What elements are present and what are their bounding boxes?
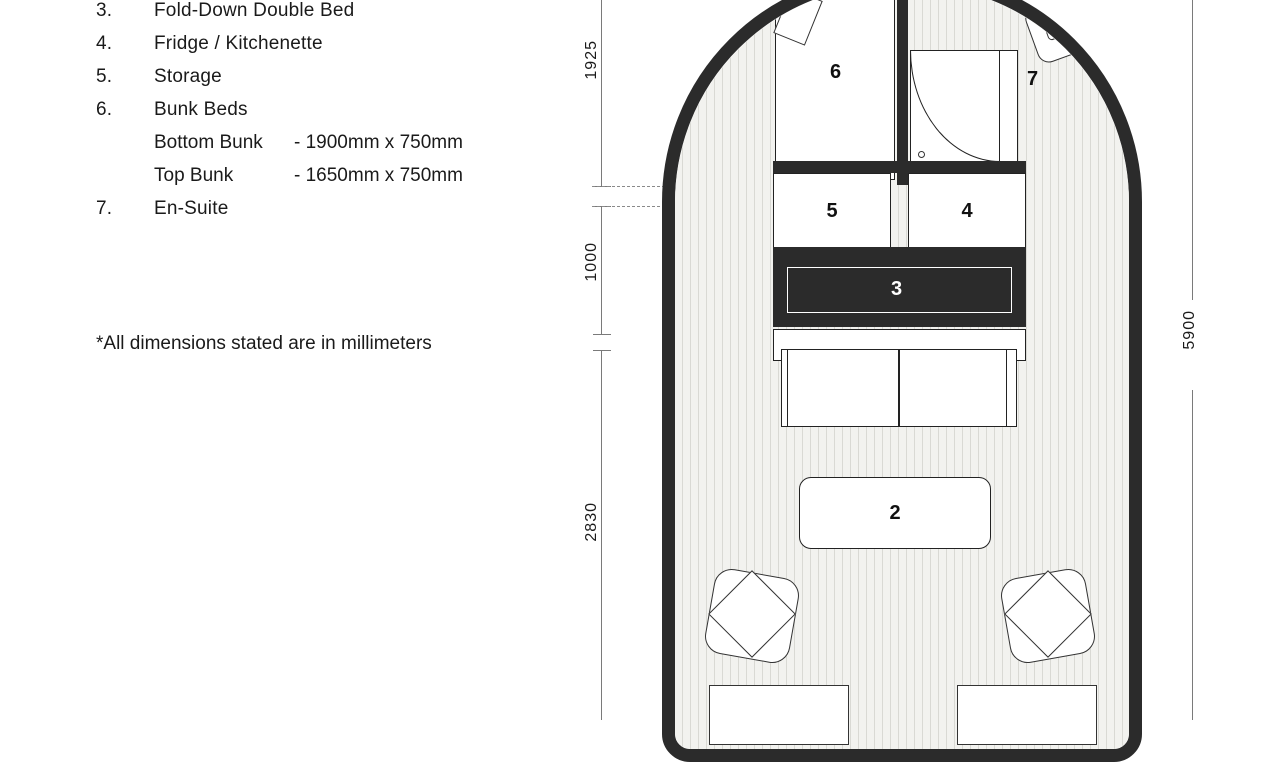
room-number-fold-down-bed: 3: [891, 278, 903, 300]
partition-wall-horizontal-left: [773, 161, 899, 173]
legend-item-label: Fridge / Kitchenette: [154, 33, 323, 54]
legend-item-label: Storage: [154, 66, 222, 87]
dimension-arrow: [593, 334, 611, 335]
unit-fridge-kitchenette: [908, 173, 1026, 249]
dimension-tick: [601, 350, 602, 720]
dimension-tick: [1192, 0, 1193, 300]
dimension-arrow: [593, 350, 611, 351]
room-number-storage: 5: [826, 199, 838, 222]
dimension-label-5900: 5900: [1181, 310, 1198, 350]
counter-edge: [773, 247, 1026, 257]
partition-wall-vertical: [897, 0, 908, 185]
partition-wall-horizontal-right: [908, 161, 1026, 173]
legend-item-label: En-Suite: [154, 198, 229, 219]
legend-item: [96, 0, 536, 33]
legend-item-number: 6.: [96, 99, 113, 120]
dimension-tick: [1192, 390, 1193, 720]
drain-icon: [918, 151, 925, 158]
dimension-label-2830: 2830: [583, 502, 600, 542]
dimension-label-1000: 1000: [583, 242, 600, 282]
dimension-tick: [601, 206, 602, 334]
unit-lounge-seating: [799, 477, 991, 549]
dimension-extension-line: [592, 186, 670, 187]
legend-item: [96, 66, 536, 99]
dimension-extension-line: [592, 206, 670, 207]
room-number-ensuite: 7: [1027, 68, 1039, 90]
room-number-fridge: 4: [961, 199, 973, 222]
legend-subitem-label: Bottom Bunk: [154, 132, 263, 153]
legend-subitem-label: Top Bunk: [154, 165, 234, 186]
legend-subitem-dimension: - 1900mm x 750mm: [294, 132, 463, 153]
legend-item-number: 3.: [96, 0, 113, 21]
legend-item-number: 7.: [96, 198, 113, 219]
dinette-seat-right: [899, 349, 1007, 427]
dimension-tick: [601, 0, 602, 186]
dimensions-footnote: *All dimensions stated are in millimeters: [96, 333, 432, 354]
legend-subitem-top-bunk: [96, 165, 536, 198]
legend-item-label: Bunk Beds: [154, 99, 248, 120]
legend-item: [96, 99, 536, 132]
legend-item: [96, 33, 536, 66]
aft-bench-right: [957, 685, 1097, 745]
deck-planking: [675, 0, 1129, 749]
legend-item-label: Fold-Down Double Bed: [154, 0, 355, 21]
room-number-seating: 2: [889, 501, 901, 524]
legend-subitem-bottom-bunk: [96, 132, 536, 165]
legend-list: [96, 0, 536, 231]
room-number-bunk-beds: 6: [830, 61, 842, 83]
legend-item-number: 5.: [96, 66, 113, 87]
aft-bench-left: [709, 685, 849, 745]
boat-floor-plan: [662, 0, 1142, 762]
dimension-label-1925: 1925: [583, 40, 600, 80]
dinette-seat-left: [787, 349, 899, 427]
unit-storage: [773, 173, 891, 249]
legend-item-number: 4.: [96, 33, 113, 54]
legend-item: [96, 198, 536, 231]
legend-subitem-dimension: - 1650mm x 750mm: [294, 165, 463, 186]
